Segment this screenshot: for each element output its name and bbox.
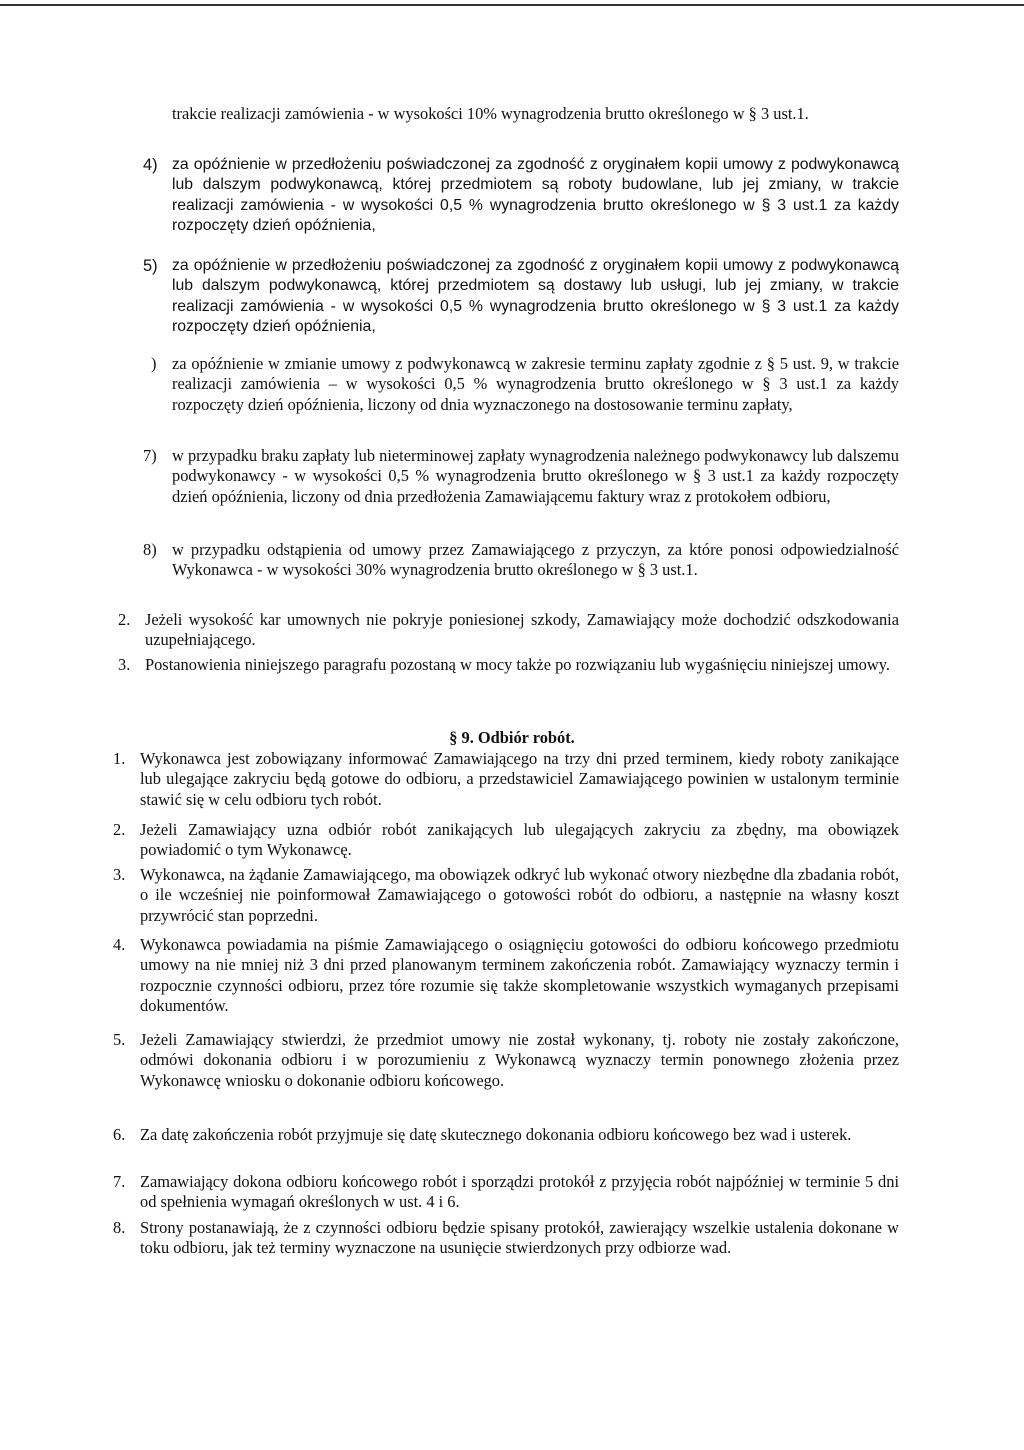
continuation-text: trakcie realizacji zamówienia - w wysokości 10% wynagrodzenia brutto określonego w § 3 ust.1. xyxy=(172,104,809,123)
paragraph-item: Postanowienia niniejszego paragrafu pozostaną w mocy także po rozwiązaniu lub wygaśnięciu niniejszej umowy. xyxy=(145,655,890,674)
paragraph-item: Wykonawca powiadamia na piśmie Zamawiającego o osiągnięciu gotowości do odbioru końcowego przedmiotu umowy na nie mniej niż 3 dni przed planowanym terminem zakończenia robót. Zamawiający wyznaczy termin i rozpocznie czynności odbioru, przez tóre rozumie się także skompletowanie wszystkich wymaganych przepisami dokumentów. xyxy=(140,935,899,1016)
paragraph-item: Zamawiający dokona odbioru końcowego robót i sporządzi protokół z przyjęcia robót najpóźniej w terminie 5 dni od spełnienia wymagań określonych w ust. 4 i 6. xyxy=(140,1172,899,1212)
paragraph-number: 6. xyxy=(113,1125,126,1144)
penalty-number: 5) xyxy=(143,257,158,275)
paragraph-item: Wykonawca jest zobowiązany informować Zamawiającego na trzy dni przed terminem, kiedy roboty zanikające lub ulegające zakryciu będą gotowe do odbioru, a przedstawiciel Zamawiającego powinien w ustalonym terminie stawić się w celu odbioru tych robót. xyxy=(140,749,899,809)
penalty-number: 8) xyxy=(143,540,157,559)
penalty-number: 7) xyxy=(143,446,157,465)
paragraph-number: 2. xyxy=(118,610,131,629)
penalty-number: ) xyxy=(151,354,157,373)
penalty-item: za opóźnienie w zmianie umowy z podwykonawcą w zakresie terminu zapłaty zgodnie z § 5 ust. 9, w trakcie realizacji zamówienia – w wysokości 0,5 % wynagrodzenia brutto określonego w § 3 ust.1 za każdy rozpoczęty dzień opóźnienia, liczony od dnia wyznaczonego na dostosowanie terminu zapłaty, xyxy=(172,354,899,414)
paragraph-item: Za datę zakończenia robót przyjmuje się datę skutecznego dokonania odbioru końcowego bez wad i usterek. xyxy=(140,1125,852,1144)
paragraph-item: Strony postanawiają, że z czynności odbioru będzie spisany protokół, zawierający wszelkie ustalenia dokonane w toku odbioru, jak też terminy wyznaczone na usunięcie stwierdzonych przy odbiorze wad. xyxy=(140,1218,899,1258)
paragraph-item: Jeżeli Zamawiający stwierdzi, że przedmiot umowy nie został wykonany, tj. roboty nie zostały zakończone, odmówi dokonania odbioru i w porozumieniu z Wykonawcą wyznaczy termin ponownego złożenia przez Wykonawcę wniosku o dokonanie odbioru końcowego. xyxy=(140,1030,899,1090)
paragraph-number: 4. xyxy=(113,935,126,954)
paragraph-number: 7. xyxy=(113,1172,126,1191)
paragraph-item: Jeżeli Zamawiający uzna odbiór robót zanikających lub ulegających zakryciu za zbędny, ma obowiązek powiadomić o tym Wykonawcę. xyxy=(140,820,899,860)
penalty-number: 4) xyxy=(143,156,158,174)
penalty-item: w przypadku braku zapłaty lub nieterminowej zapłaty wynagrodzenia należnego podwykonawcy lub dalszemu podwykonawcy - w wysokości 0,5 % wynagrodzenia brutto określonego w § 3 ust.1 za każdy rozpoczęty dzień opóźnienia, liczony od dnia przedłożenia Zamawiającemu faktury wraz z protokołem odbioru, xyxy=(172,446,899,506)
paragraph-item: Wykonawca, na żądanie Zamawiającego, ma obowiązek odkryć lub wykonać otwory niezbędne dla zbadania robót, o ile wcześniej nie poinformował Zamawiającego o gotowości robót do odbioru, a następnie na własny koszt przywrócić stan poprzedni. xyxy=(140,865,899,925)
paragraph-number: 3. xyxy=(118,655,131,674)
section-heading: § 9. Odbiór robót. xyxy=(449,728,575,747)
penalty-item: w przypadku odstąpienia od umowy przez Zamawiającego z przyczyn, za które ponosi odpowiedzialność Wykonawca - w wysokości 30% wynagrodzenia brutto określonego w § 3 ust.1. xyxy=(172,540,899,580)
penalty-item: za opóźnienie w przedłożeniu poświadczonej za zgodność z oryginałem kopii umowy z podwykonawcą lub dalszym podwykonawcą, której przedmiotem są dostawy lub usługi, lub jej zmiany, w trakcie realizacji zamówienia - w wysokości 0,5 % wynagrodzenia brutto określonego w § 3 ust.1 za każdy rozpoczęty dzień opóźnienia, xyxy=(172,257,899,336)
paragraph-number: 3. xyxy=(113,865,126,884)
paragraph-number: 5. xyxy=(113,1030,126,1049)
paragraph-item: Jeżeli wysokość kar umownych nie pokryje poniesionej szkody, Zamawiający może dochodzić odszkodowania uzupełniającego. xyxy=(145,610,899,650)
paragraph-number: 2. xyxy=(113,820,126,839)
paragraph-number: 1. xyxy=(113,749,126,768)
paragraph-number: 8. xyxy=(113,1218,126,1237)
penalty-item: za opóźnienie w przedłożeniu poświadczonej za zgodność z oryginałem kopii umowy z podwykonawcą lub dalszym podwykonawcą, której przedmiotem są roboty budowlane, lub jej zmiany, w trakcie realizacji zamówienia - w wysokości 0,5 % wynagrodzenia brutto określonego w § 3 ust.1 za każdy rozpoczęty dzień opóźnienia, xyxy=(172,156,899,235)
